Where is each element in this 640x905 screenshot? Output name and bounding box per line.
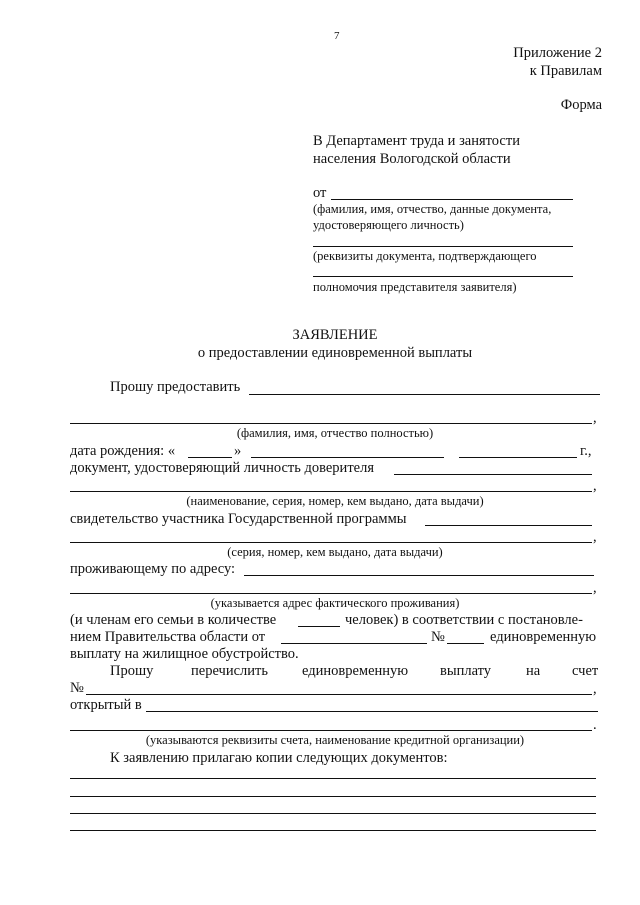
address-hint: (указывается адрес фактического проживания) [210, 596, 460, 610]
address-field-line[interactable] [244, 575, 594, 576]
doc-hint: (реквизиты документа, подтверждающего [313, 249, 537, 263]
request-label: Прошу предоставить [110, 379, 241, 395]
opened-label: открытый в [70, 697, 142, 713]
family-text-2: человек) в соответствии с постановле- [345, 612, 583, 628]
account-field-line[interactable] [86, 694, 592, 695]
family-count-field[interactable] [298, 626, 340, 627]
request-field-line[interactable] [249, 394, 600, 395]
decree-text-2: единовременную [490, 629, 597, 645]
attachment-line-3[interactable] [70, 813, 596, 814]
certificate-field-line[interactable] [425, 525, 592, 526]
account-no-label: № [70, 680, 84, 696]
address-label: проживающему по адресу: [70, 561, 236, 577]
birth-year-field[interactable] [459, 457, 577, 458]
fio-hint: (фамилия, имя, отчество полностью) [236, 426, 434, 440]
id-doc-field-line-2[interactable] [70, 491, 592, 492]
transfer-word-2: перечислить [191, 663, 268, 679]
from-field-line[interactable] [331, 199, 573, 200]
certificate-comma: , [593, 529, 597, 545]
bank-field-line[interactable] [146, 711, 598, 712]
account-comma: , [593, 681, 597, 697]
year-suffix: г., [580, 443, 592, 459]
birth-day-field[interactable] [188, 457, 232, 458]
transfer-word-4: выплату [440, 663, 492, 679]
transfer-word-5: на [526, 663, 541, 679]
transfer-word-6: счет [572, 663, 599, 679]
document-title: ЗАЯВЛЕНИЕ [292, 327, 378, 343]
birth-close-quote: » [234, 443, 242, 459]
authority-hint: полномочия представителя заявителя) [313, 280, 517, 294]
attachment-line-4[interactable] [70, 830, 596, 831]
id-doc-comma: , [593, 478, 597, 494]
addressee-line-2: населения Вологодской области [313, 151, 511, 167]
authority-field-line[interactable] [313, 276, 573, 277]
fio-comma: , [593, 410, 597, 426]
form-label: Форма [560, 97, 602, 113]
account-hint: (указываются реквизиты счета, наименование кредитной организации) [145, 733, 525, 747]
attachment-line-2[interactable] [70, 796, 596, 797]
address-comma: , [593, 580, 597, 596]
purpose-text: выплату на жилищное обустройство. [70, 646, 299, 662]
id-doc-label: документ, удостоверяющий личность доверителя [70, 460, 374, 476]
certificate-hint: (серия, номер, кем выдано, дата выдачи) [227, 545, 443, 559]
from-label: от [313, 185, 327, 201]
birth-label: дата рождения: « [70, 443, 176, 459]
id-doc-field-line[interactable] [394, 474, 592, 475]
decree-text-1: нием Правительства области от [70, 629, 266, 645]
address-field-line-2[interactable] [70, 593, 592, 594]
certificate-field-line-2[interactable] [70, 542, 592, 543]
doc-field-line[interactable] [313, 246, 573, 247]
appendix-line-2: к Правилам [529, 63, 602, 79]
fio-field-line[interactable] [70, 423, 592, 424]
document-subtitle: о предоставлении единовременной выплаты [197, 345, 473, 361]
birth-month-field[interactable] [251, 457, 444, 458]
family-text-1: (и членам его семьи в количестве [70, 612, 277, 628]
bank-field-line-2[interactable] [70, 730, 592, 731]
decree-number-field[interactable] [447, 643, 484, 644]
attachment-line-1[interactable] [70, 778, 596, 779]
from-hint-line-2: удостоверяющего личность) [313, 218, 464, 232]
from-hint-line-1: (фамилия, имя, отчество, данные документа, [313, 202, 552, 216]
bank-period: . [593, 717, 597, 733]
appendix-line-1: Приложение 2 [513, 45, 602, 61]
addressee-line-1: В Департамент труда и занятости [313, 133, 520, 149]
attachments-label: К заявлению прилагаю копии следующих документов: [110, 750, 448, 766]
transfer-word-3: единовременную [302, 663, 409, 679]
decree-no-label: № [431, 629, 445, 645]
transfer-word-1: Прошу [110, 663, 154, 679]
id-doc-hint: (наименование, серия, номер, кем выдано, дата выдачи) [186, 494, 484, 508]
decree-date-field[interactable] [281, 643, 427, 644]
page-number: 7 [334, 30, 340, 42]
certificate-label: свидетельство участника Государственной программы [70, 511, 407, 527]
